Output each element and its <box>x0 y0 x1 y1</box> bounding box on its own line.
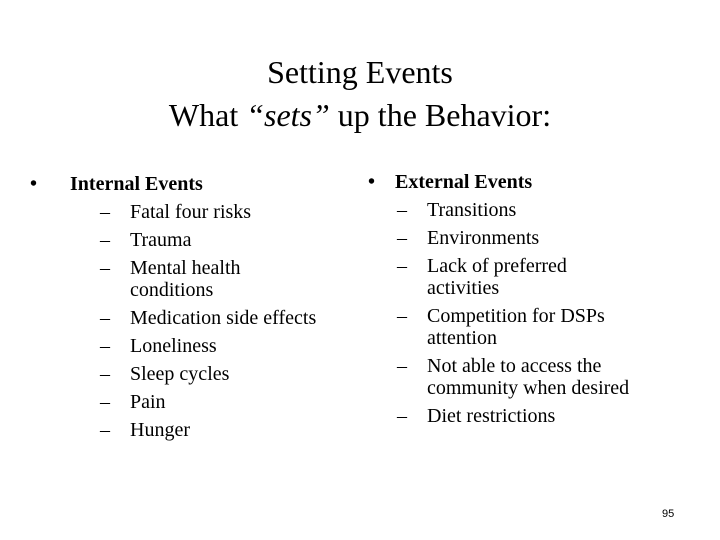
list-item-text: Diet restrictions <box>427 405 556 427</box>
title-line-1: Setting Events <box>267 54 453 90</box>
title-line-2 <box>0 95 720 135</box>
list-item <box>397 355 639 399</box>
list-item-text: Fatal four risks <box>130 201 252 223</box>
list-item <box>100 229 325 251</box>
list-item <box>397 405 639 427</box>
list-item-text: Medication side effects <box>130 307 317 329</box>
dash-icon: – <box>100 307 110 329</box>
list-item <box>100 201 325 223</box>
dash-icon: – <box>397 305 407 327</box>
list-item-text: Pain <box>130 391 166 413</box>
list-item-text: Competition for DSPs attention <box>427 305 605 349</box>
list-item <box>100 307 325 329</box>
dash-icon: – <box>397 405 407 427</box>
dash-icon: – <box>100 229 110 251</box>
list-item <box>100 257 325 301</box>
list-item-text: Not able to access the community when desired <box>427 355 630 399</box>
list-item <box>397 199 639 221</box>
dash-icon: – <box>397 199 407 221</box>
list-item-text: Hunger <box>130 419 190 441</box>
dash-icon: – <box>100 363 110 385</box>
list-item <box>100 363 325 385</box>
list-item-text: Lack of preferred activities <box>427 255 567 299</box>
dash-icon: – <box>100 257 110 279</box>
title-text: What <box>168 97 247 133</box>
list-item-text: Trauma <box>130 229 192 251</box>
list-item-text: Loneliness <box>130 335 217 357</box>
dash-icon: – <box>100 419 110 441</box>
title-emphasis: “sets” <box>246 97 330 133</box>
internal-events-heading: Internal Events <box>70 173 203 195</box>
dash-icon: – <box>397 227 407 249</box>
list-item <box>397 227 639 249</box>
list-item <box>100 391 325 413</box>
internal-events-list <box>30 173 317 447</box>
list-item <box>397 255 639 299</box>
dash-icon: – <box>100 201 110 223</box>
title-text: up the Behavior: <box>329 97 552 133</box>
list-item <box>100 335 325 357</box>
list-item <box>397 305 639 349</box>
list-item <box>100 419 325 441</box>
list-item-text: Transitions <box>427 199 517 221</box>
dash-icon: – <box>397 255 407 277</box>
dash-icon: – <box>100 335 110 357</box>
dash-icon: – <box>397 355 407 377</box>
list-item-text: Mental health conditions <box>130 257 241 301</box>
list-item-text: Sleep cycles <box>130 363 230 385</box>
external-events-heading: External Events <box>395 171 533 193</box>
list-item-text: Environments <box>427 227 540 249</box>
bullet-icon: • <box>30 173 38 195</box>
dash-icon: – <box>100 391 110 413</box>
page-number: 95 <box>662 508 675 520</box>
external-events-list <box>368 171 655 433</box>
bullet-icon: • <box>368 171 376 193</box>
